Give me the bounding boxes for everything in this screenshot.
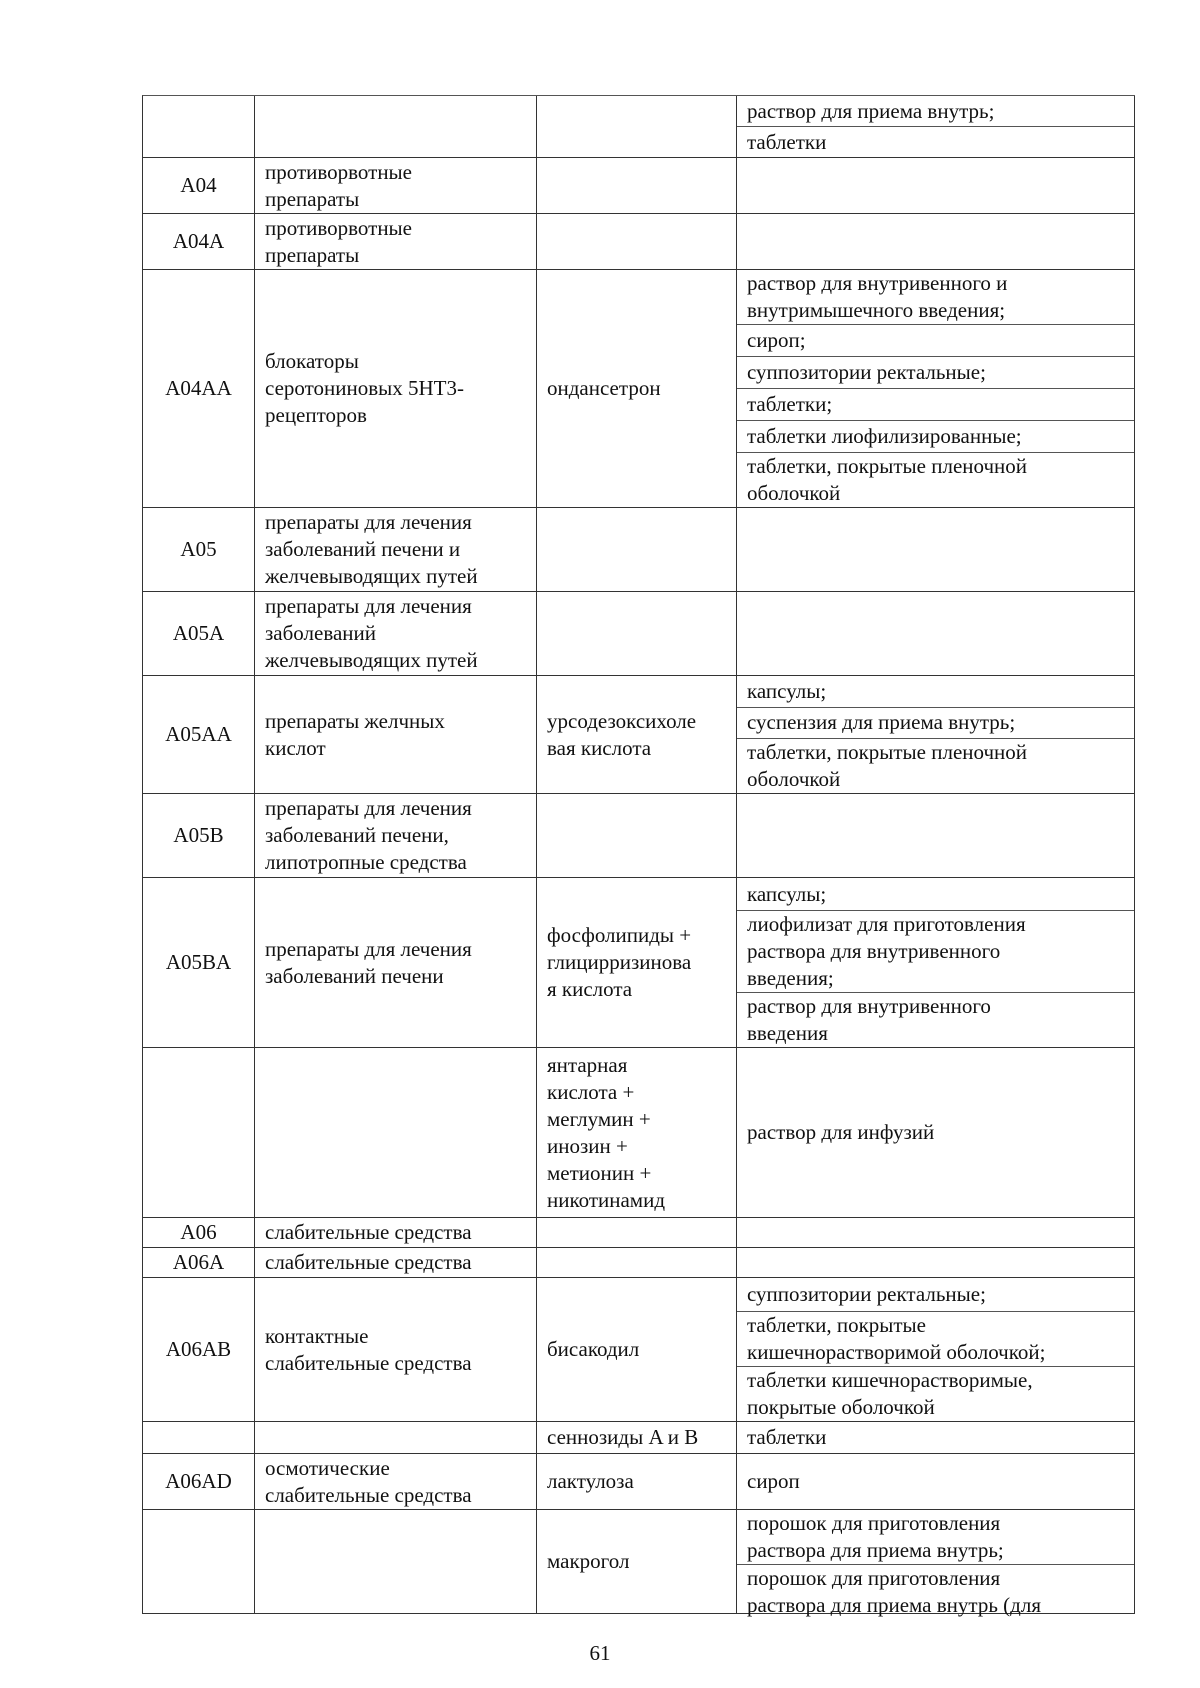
dosage-forms-cell <box>737 1454 1135 1510</box>
group-name-cell <box>255 1510 537 1614</box>
atc-code-cell: A06AD <box>143 1454 255 1510</box>
substance-cell: сеннозиды A и B <box>537 1422 737 1454</box>
substance-cell: фосфолипиды + глицирризинова я кислота <box>537 878 737 1048</box>
dosage-forms-cell <box>737 1422 1135 1454</box>
group-name-cell: препараты для лечения заболеваний печени <box>255 878 537 1048</box>
group-name-cell: препараты для лечения заболеваний печени и желчевыводящих путей <box>255 508 537 592</box>
atc-code-cell <box>143 1422 255 1454</box>
substance-cell <box>537 592 737 676</box>
atc-code-cell <box>143 1510 255 1614</box>
dosage-forms-cell <box>737 878 1135 1048</box>
atc-code-cell: A05BA <box>143 878 255 1048</box>
group-name-cell: противорвотные препараты <box>255 158 537 214</box>
substance-cell <box>537 1248 737 1278</box>
group-name-cell <box>255 96 537 158</box>
dosage-form: суспензия для приема внутрь; <box>737 708 1134 740</box>
dosage-form <box>737 1218 1134 1247</box>
dosage-form: таблетки, покрытые пленочной оболочкой <box>747 740 1028 791</box>
substance-cell <box>537 158 737 214</box>
dosage-form <box>737 508 1134 591</box>
group-name-cell <box>255 1422 537 1454</box>
dosage-forms-cell <box>737 794 1135 878</box>
dosage-forms-cell <box>737 96 1135 158</box>
dosage-forms-cell <box>737 1218 1135 1248</box>
dosage-forms-cell <box>737 1248 1135 1278</box>
dosage-form <box>737 158 1134 213</box>
group-name-cell: контактные слабительные средства <box>255 1278 537 1422</box>
atc-code-cell: A04AA <box>143 270 255 508</box>
substance-cell <box>537 508 737 592</box>
dosage-form: таблетки, покрытые пленочной оболочкой <box>747 454 1028 505</box>
dosage-form: таблетки; <box>737 389 1134 421</box>
atc-code-cell: A06 <box>143 1218 255 1248</box>
dosage-form: суппозитории ректальные; <box>737 357 1134 389</box>
substance-cell: урсодезоксихоле вая кислота <box>537 676 737 794</box>
atc-code-cell <box>143 1048 255 1218</box>
group-name-cell: препараты для лечения заболеваний печени, липотропные средства <box>255 794 537 878</box>
dosage-forms-cell <box>737 1510 1135 1617</box>
atc-code-cell: A04 <box>143 158 255 214</box>
substance-cell: бисакодил <box>537 1278 737 1422</box>
group-name-cell <box>255 1048 537 1218</box>
dosage-forms-cell <box>737 270 1135 508</box>
dosage-form: таблетки, покрытые кишечнорастворимой оболочкой; <box>737 1312 1134 1367</box>
dosage-form: раствор для внутривенного и внутримышечного введения; <box>737 270 1134 325</box>
substance-cell <box>537 1218 737 1248</box>
substance-cell: янтарная кислота + меглумин + инозин + метионин + никотинамид <box>537 1048 737 1218</box>
group-name-cell: препараты для лечения заболеваний желчевыводящих путей <box>255 592 537 676</box>
dosage-form: капсулы; <box>737 676 1134 708</box>
dosage-form: раствор для приема внутрь; <box>737 96 1134 127</box>
dosage-form <box>737 794 1134 877</box>
dosage-form: порошок для приготовления раствора для приема внутрь; <box>737 1510 1134 1565</box>
dosage-form: таблетки лиофилизированные; <box>737 421 1134 453</box>
atc-code-cell: A06AB <box>143 1278 255 1422</box>
dosage-forms-cell <box>737 508 1135 592</box>
group-name-cell: препараты желчных кислот <box>255 676 537 794</box>
substance-cell: макрогол <box>537 1510 737 1614</box>
substance-cell: лактулоза <box>537 1454 737 1510</box>
atc-code-cell: A05B <box>143 794 255 878</box>
atc-code-cell: A05A <box>143 592 255 676</box>
group-name-cell: блокаторы серотониновых 5HT3- рецепторов <box>255 270 537 508</box>
page-number: 61 <box>589 1641 611 1665</box>
dosage-form: суппозитории ректальные; <box>737 1278 1134 1312</box>
dosage-form <box>737 1248 1134 1277</box>
atc-code-cell: A05 <box>143 508 255 592</box>
dosage-forms-cell <box>737 676 1135 794</box>
dosage-form: сироп; <box>737 325 1134 357</box>
atc-code-cell <box>143 96 255 158</box>
group-name-cell: слабительные средства <box>255 1218 537 1248</box>
dosage-form <box>737 214 1134 269</box>
dosage-forms-cell <box>737 214 1135 270</box>
dosage-form: порошок для приготовления раствора для приема внутрь (для <box>747 1566 1041 1617</box>
dosage-forms-cell <box>737 158 1135 214</box>
dosage-forms-cell <box>737 1278 1135 1422</box>
substance-cell: ондансетрон <box>537 270 737 508</box>
group-name-cell: противорвотные препараты <box>255 214 537 270</box>
dosage-forms-cell <box>737 592 1135 676</box>
dosage-form: капсулы; <box>737 878 1134 911</box>
dosage-form: таблетки <box>747 1425 827 1449</box>
dosage-form: таблетки <box>747 129 827 154</box>
substance-cell <box>537 214 737 270</box>
substance-cell <box>537 794 737 878</box>
atc-code-cell: A06A <box>143 1248 255 1278</box>
dosage-form: раствор для инфузий <box>747 1120 935 1144</box>
drug-table <box>142 95 1135 1617</box>
dosage-forms-cell <box>737 1048 1135 1218</box>
group-name-cell: слабительные средства <box>255 1248 537 1278</box>
dosage-form: таблетки кишечнорастворимые, покрытые оболочкой <box>747 1368 1033 1419</box>
dosage-form: сироп <box>747 1469 800 1493</box>
atc-code-cell: A04A <box>143 214 255 270</box>
group-name-cell: осмотические слабительные средства <box>255 1454 537 1510</box>
dosage-form <box>737 592 1134 675</box>
dosage-form: лиофилизат для приготовления раствора для внутривенного введения; <box>737 911 1134 993</box>
dosage-form: раствор для внутривенного введения <box>747 994 991 1045</box>
atc-code-cell: A05AA <box>143 676 255 794</box>
substance-cell <box>537 96 737 158</box>
